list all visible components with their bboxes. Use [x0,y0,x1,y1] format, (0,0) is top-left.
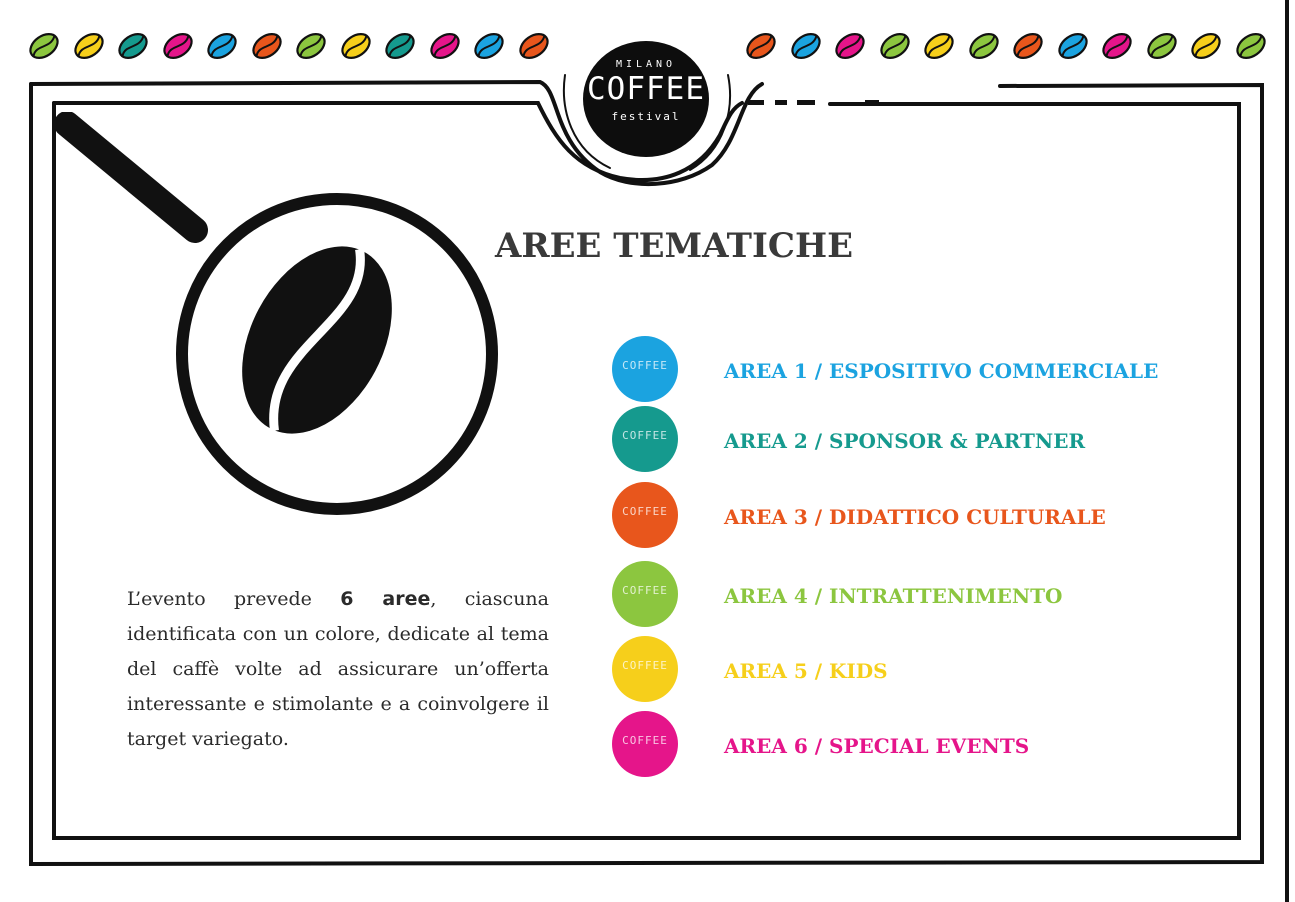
description-text-end: , ciascuna identificata con un colore, dedicate al tema del caffè volte ad assicurare un’offerta interessante e stimolante e a coinvolgere il target variegato. [127,588,549,750]
logo-main-text: COFFEE [587,71,705,107]
area-1-color-dot [612,336,678,402]
magnifying-glass-icon [55,112,505,522]
logo-sub-text: festival [611,110,681,123]
dot-label: COFFEE [622,429,668,442]
coffee-bean-icon [877,31,913,61]
area-item-4 [612,561,1172,627]
coffee-bean-icon [788,31,824,61]
coffee-bean-icon [338,31,374,61]
description-bold: 6 aree [340,588,431,610]
coffee-bean-icon [966,31,1002,61]
coffee-bean-icon [1055,31,1091,61]
coffee-bean-icon [1144,31,1180,61]
area-6-label: AREA 6 / SPECIAL EVENTS [724,734,1030,758]
page-title: AREE TEMATICHE [495,226,853,266]
dot-label: COFFEE [622,359,668,372]
coffee-bean-icon [832,31,868,61]
dot-label: COFFEE [622,734,668,747]
coffee-bean-icon [1233,31,1269,61]
coffee-bean-icon [516,31,552,61]
area-3-color-dot [612,482,678,548]
coffee-bean-icon [471,31,507,61]
coffee-bean-icon [249,31,285,61]
dot-label: COFFEE [622,584,668,597]
area-1-label: AREA 1 / ESPOSITIVO COMMERCIALE [724,359,1159,383]
description-paragraph [127,582,549,757]
coffee-bean-icon [921,31,957,61]
dot-label: COFFEE [622,505,668,518]
coffee-bean-icon [293,31,329,61]
coffee-bean-icon [71,31,107,61]
dot-label: COFFEE [622,659,668,672]
area-item-6 [612,711,1172,777]
area-3-label: AREA 3 / DIDATTICO CULTURALE [724,505,1106,529]
area-4-label: AREA 4 / INTRATTENIMENTO [724,584,1063,608]
coffee-bean-icon [1188,31,1224,61]
coffee-bean-icon [427,31,463,61]
area-item-2 [612,406,1172,472]
area-2-label: AREA 2 / SPONSOR & PARTNER [724,429,1086,453]
coffee-bean-icon [160,31,196,61]
coffee-bean-icon [1099,31,1135,61]
coffee-bean-icon [26,31,62,61]
area-item-3 [612,482,1172,548]
area-6-color-dot [612,711,678,777]
logo-top-text: MILANO [615,59,677,70]
area-item-5 [612,636,1172,702]
coffee-bean-icon [204,31,240,61]
description-text-start: L’evento prevede [127,588,341,610]
area-item-1 [612,336,1172,402]
coffee-bean-icon [115,31,151,61]
area-4-color-dot [612,561,678,627]
area-5-label: AREA 5 / KIDS [724,659,888,683]
area-5-color-dot [612,636,678,702]
coffee-bean-icon [382,31,418,61]
coffee-bean-icon [743,31,779,61]
coffee-bean-icon [1010,31,1046,61]
area-2-color-dot [612,406,678,472]
milano-coffee-festival-logo [583,41,709,157]
